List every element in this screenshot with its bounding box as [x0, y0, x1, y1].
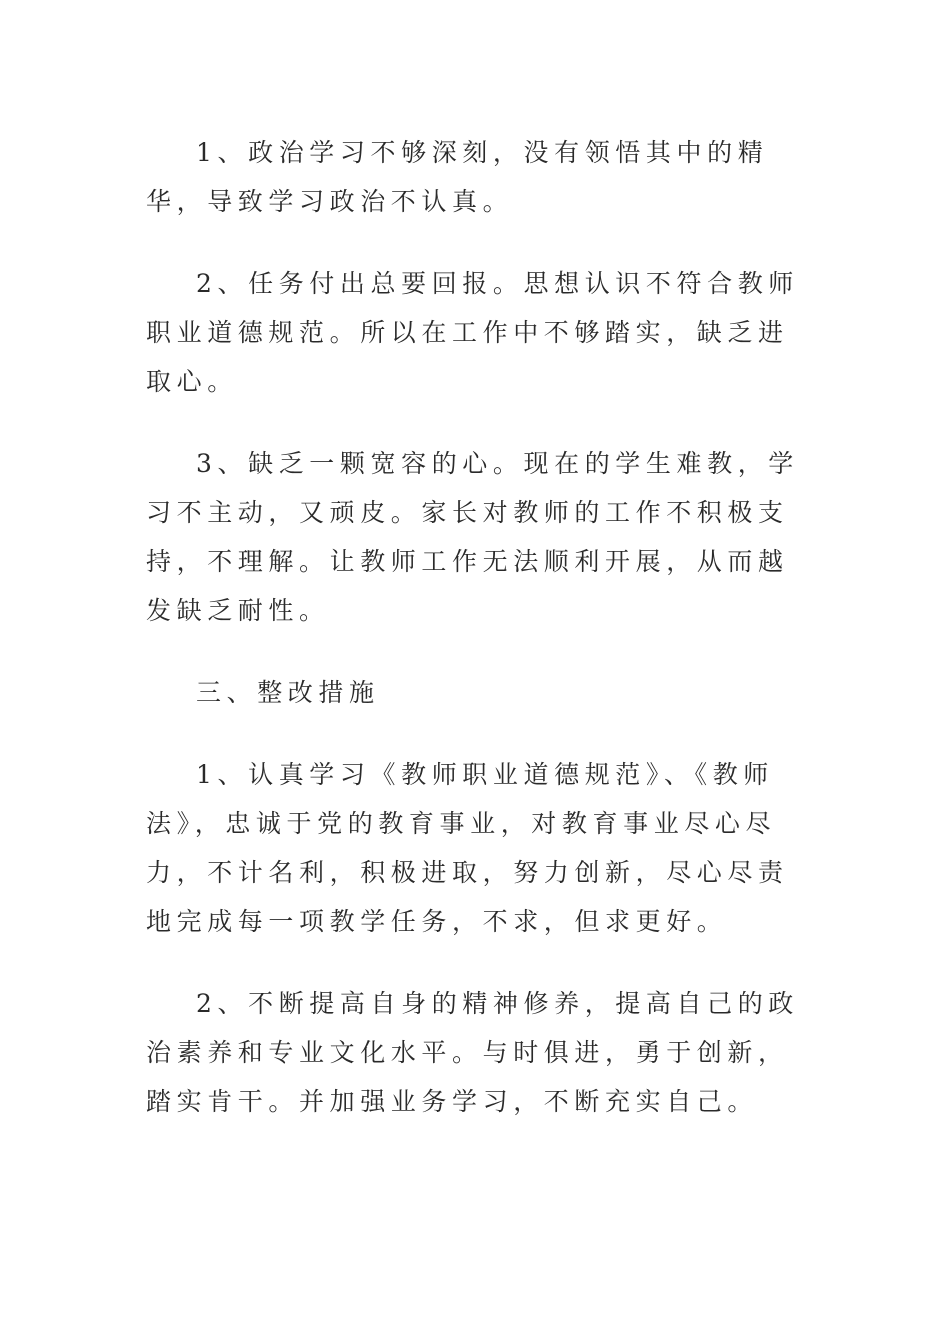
document-body	[146, 128, 810, 1159]
measure-paragraph-2: 2、不断提高自身的精神修养，提高自己的政治素养和专业文化水平。与时俱进，勇于创新，踏实肯干。并加强业务学习，不断充实自己。	[146, 989, 799, 1116]
problem-paragraph-1: 1、政治学习不够深刻，没有领悟其中的精华，导致学习政治不认真。	[146, 138, 769, 216]
section-heading: 三、整改措施	[196, 678, 380, 707]
problem-paragraph-2: 2、任务付出总要回报。思想认识不符合教师职业道德规范。所以在工作中不够踏实，缺乏进取心。	[146, 269, 799, 396]
problem-paragraph-3: 3、缺乏一颗宽容的心。现在的学生难教，学习不主动，又顽皮。家长对教师的工作不积极支持，不理解。让教师工作无法顺利开展，从而越发缺乏耐性。	[146, 449, 799, 625]
measure-paragraph-1: 1、认真学习《教师职业道德规范》、《教师法》，忠诚于党的教育事业，对教育事业尽心尽力，不计名利，积极进取，努力创新，尽心尽责地完成每一项教学任务，不求，但求更好。	[146, 760, 789, 936]
